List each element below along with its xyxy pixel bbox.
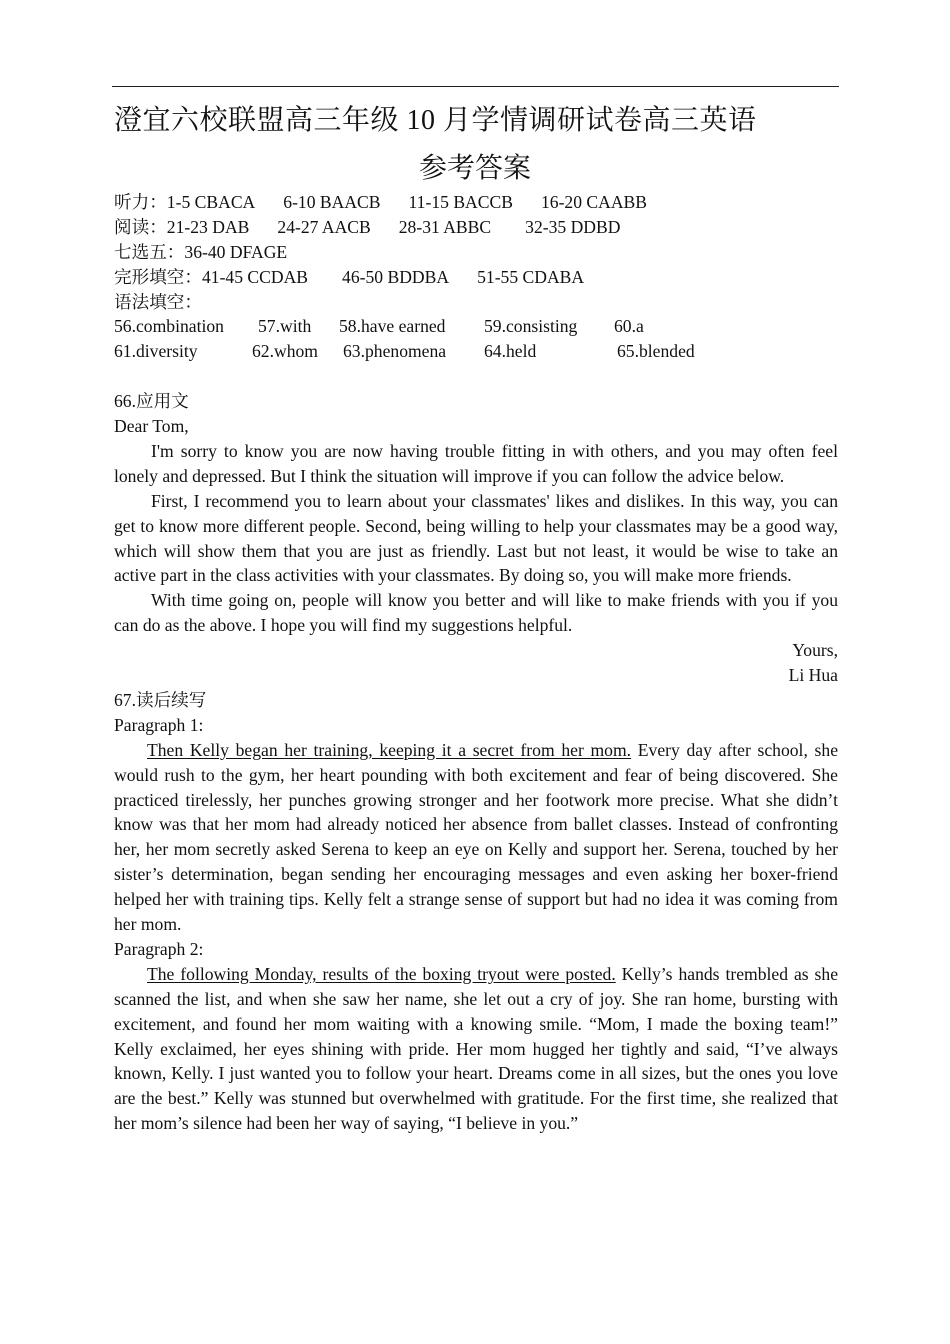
seven-choose-five-answers: 七选五：36-40 DFAGE <box>114 241 288 262</box>
answer-content <box>114 190 838 1136</box>
continuation-paragraph-2 <box>114 962 838 1136</box>
paragraph-1-body: Every day after school, she would rush to the gym, her heart pounding with both excitement and fear of being discovered. She practiced tirelessly, her punches growing stronger and her footwork more precise. What she didn’t know was that her mom had already noticed her absence from ballet classes. Instead of confronting her, her mom secretly asked Serena to keep an eye on Kelly and support her. Serena, touched by her sister’s determination, began sending her encouraging messages and even asking her boxer-friend helped her with training tips. Kelly felt a strange sense of support but had no idea it was coming from her mom. <box>114 739 838 935</box>
paragraph-1-lead-sentence: Then Kelly began her training, keeping it a secret from her mom. <box>147 739 632 760</box>
letter-paragraph-3: With time going on, people will know you better and will like to make friends with you if you can do as the above. I hope you will find my suggestions helpful. <box>114 590 838 636</box>
letter-paragraph-1: I'm sorry to know you are now having trouble fitting in with others, and you may often feel lonely and depressed. But I think the situation will improve if you can follow the advice below. <box>114 440 838 486</box>
paragraph-2-body: Kelly’s hands trembled as she scanned the list, and when she saw her name, she let out a cry of joy. She ran home, bursting with excitement, and found her mom waiting with a knowing smile. “Mom, I made the boxing team!” Kelly exclaimed, her eyes shining with pride. Her mom hugged her tightly and said, “I’ve always known, Kelly. I just wanted you to follow your heart. Dreams come in all sizes, but the ones you love are the best.” Kelly was stunned but overwhelmed with gratitude. For the first time, she realized that her mom’s silence had been her way of saying, “I believe in you.” <box>114 963 838 1134</box>
q66-heading: 66.应用文 <box>114 391 189 412</box>
q67-heading: 67.读后续写 <box>114 689 207 710</box>
listening-answers: 听力：1-5 CBACA 6-10 BAACB 11-15 BACCB 16-20 CAABB <box>114 192 648 212</box>
grammar-row-1: 56.combination 57.with 58.have earned 59.consisting 60.a <box>114 316 644 337</box>
paragraph-2-lead-sentence: The following Monday, results of the boxing tryout were posted. <box>147 963 616 984</box>
page-subtitle: 参考答案 <box>418 153 531 184</box>
letter-closing: Yours, <box>792 640 838 661</box>
page-title: 澄宜六校联盟高三年级 10 月学情调研试卷高三英语 <box>114 105 757 136</box>
reading-answers: 阅读：21-23 DAB 24-27 AACB 28-31 ABBC 32-35 DDBD <box>114 216 621 237</box>
cloze-answers: 完形填空：41-45 CCDAB 46-50 BDDBA 51-55 CDABA <box>114 266 585 287</box>
paragraph-2-label: Paragraph 2: <box>114 938 204 959</box>
paragraph-1-label: Paragraph 1: <box>114 714 204 735</box>
header-rule <box>112 86 839 87</box>
letter-salutation: Dear Tom, <box>114 416 189 437</box>
grammar-label: 语法填空： <box>114 291 202 312</box>
letter-signature: Li Hua <box>788 665 838 686</box>
grammar-row-2: 61.diversity 62.whom 63.phenomena 64.held 65.blended <box>114 341 695 362</box>
continuation-paragraph-1 <box>114 738 838 937</box>
letter-paragraph-2: First, I recommend you to learn about your classmates' likes and dislikes. In this way, you can get to know more different people. Second, being willing to help your classmates may be a good way, which will show them that you are just as friendly. Last but not least, it would be wise to take an active part in the class activities with your classmates. By doing so, you will make more friends. <box>114 490 838 586</box>
